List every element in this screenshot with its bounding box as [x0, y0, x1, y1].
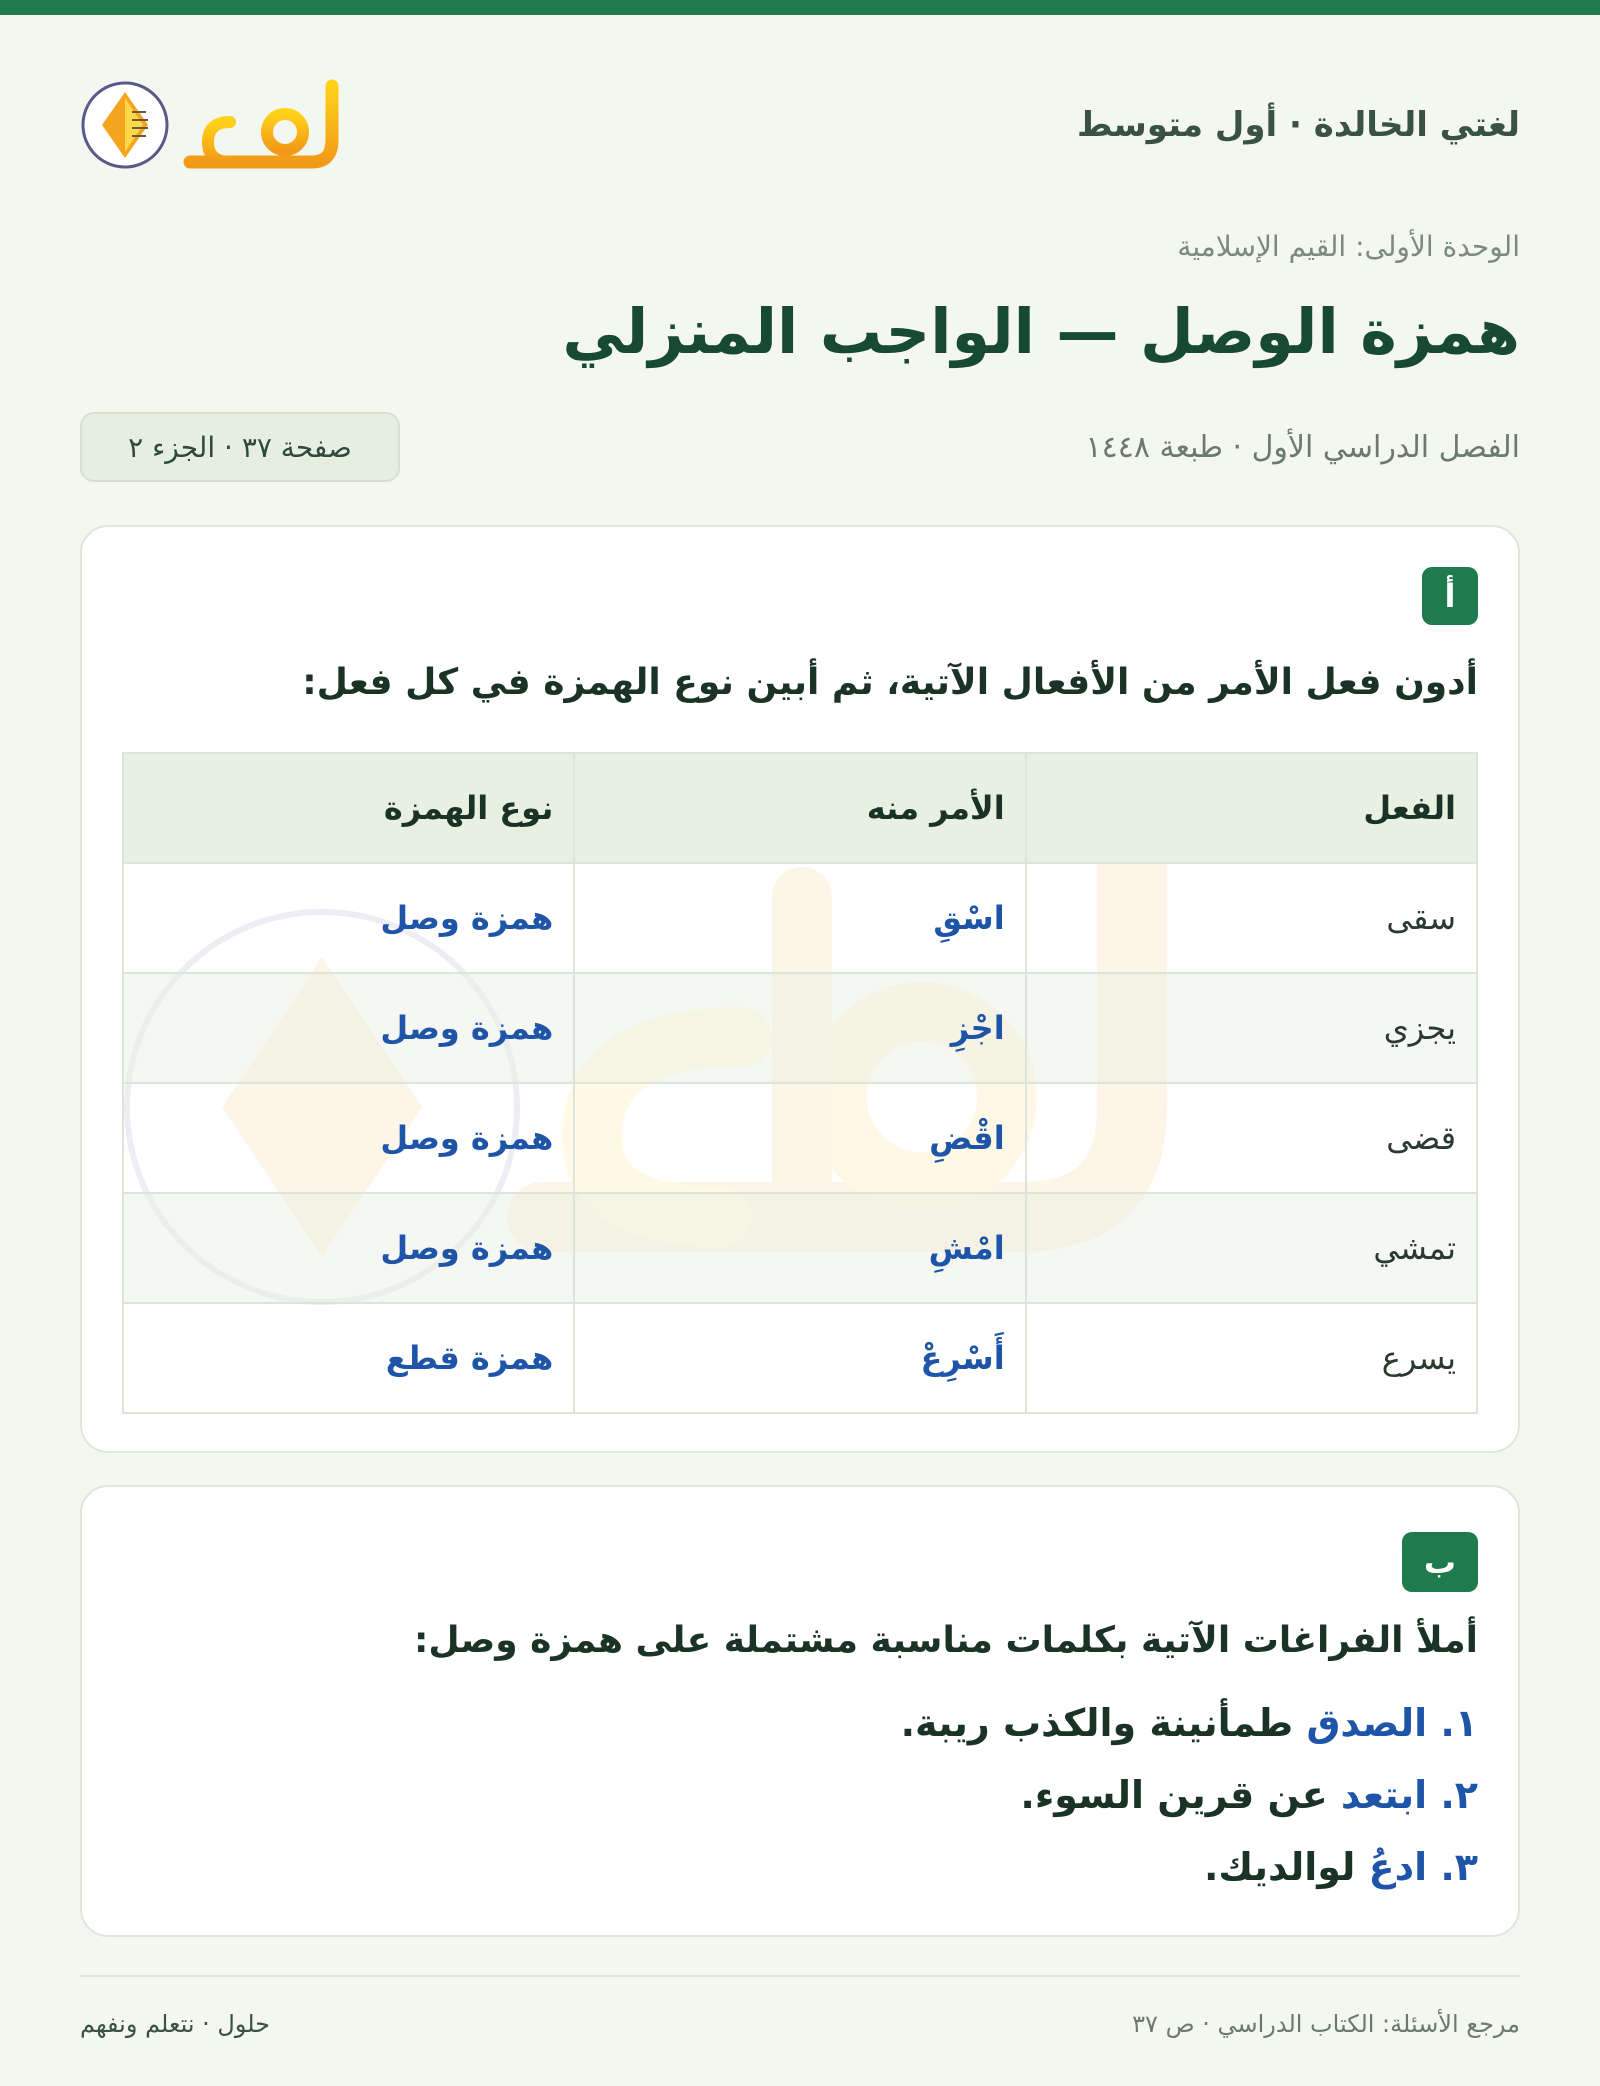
item-text: لوالديك.: [1203, 1845, 1356, 1889]
page-title: همزة الوصل — الواجب المنزلي: [562, 295, 1520, 368]
item-text: عن قرين السوء.: [1020, 1773, 1328, 1817]
verb-cell: تمشي: [1026, 1193, 1477, 1303]
section-b-badge: ب: [1402, 1532, 1478, 1592]
list-item: [901, 1687, 1478, 1759]
item-number: ٢.: [1440, 1773, 1478, 1817]
footer-divider: [80, 1975, 1520, 1977]
fill-blanks-list: [901, 1687, 1478, 1903]
section-b-question: أملأ الفراغات الآتية بكلمات مناسبة مشتملة على همزة وصل:: [413, 1620, 1478, 1661]
footer-brand[interactable]: حلول · نتعلم ونفهم: [80, 2010, 270, 2038]
item-number: ٣.: [1440, 1845, 1478, 1889]
section-b-card: [80, 1485, 1520, 1937]
filled-answer: ابتعد: [1340, 1773, 1428, 1817]
column-header-verb: الفعل: [1026, 753, 1477, 863]
subject-title: لغتي الخالدة · أول متوسط: [1076, 105, 1520, 145]
table-header-row: [123, 753, 1477, 863]
table-row: [123, 1083, 1477, 1193]
hamza-type-cell: همزة وصل: [123, 1193, 574, 1303]
column-header-hamza-type: نوع الهمزة: [123, 753, 574, 863]
unit-label: الوحدة الأولى: القيم الإسلامية: [1177, 230, 1520, 263]
section-a-question: أدون فعل الأمر من الأفعال الآتية، ثم أبين نوع الهمزة في كل فعل:: [302, 662, 1478, 703]
site-header: [80, 60, 1520, 190]
column-header-imperative: الأمر منه: [574, 753, 1025, 863]
imperative-cell: أَسْرِعْ: [574, 1303, 1025, 1413]
top-accent-bar: [0, 0, 1600, 15]
logo-icon: [80, 70, 355, 180]
page-reference-pill: صفحة ٣٧ · الجزء ٢: [80, 412, 400, 482]
imperative-cell: امْشِ: [574, 1193, 1025, 1303]
verb-cell: سقى: [1026, 863, 1477, 973]
item-number: ١.: [1440, 1701, 1478, 1745]
brand-logo[interactable]: [80, 60, 355, 190]
table-row: [123, 973, 1477, 1083]
verb-cell: يجزي: [1026, 973, 1477, 1083]
table-row: [123, 863, 1477, 973]
section-a-badge: أ: [1422, 567, 1478, 625]
imperative-cell: اجْزِ: [574, 973, 1025, 1083]
table-row: [123, 1193, 1477, 1303]
footer-reference: مرجع الأسئلة: الكتاب الدراسي · ص ٣٧: [1132, 2010, 1520, 2038]
filled-answer: ادعُ: [1368, 1845, 1428, 1889]
table-row: [123, 1303, 1477, 1413]
imperative-cell: اقْضِ: [574, 1083, 1025, 1193]
verb-cell: يسرع: [1026, 1303, 1477, 1413]
hamza-type-cell: همزة وصل: [123, 863, 574, 973]
filled-answer: الصدق: [1306, 1701, 1428, 1745]
verbs-table: [122, 752, 1478, 1414]
hamza-type-cell: همزة قطع: [123, 1303, 574, 1413]
list-item: [901, 1831, 1478, 1903]
semester-meta: الفصل الدراسي الأول · طبعة ١٤٤٨: [1085, 430, 1520, 465]
verb-cell: قضى: [1026, 1083, 1477, 1193]
hamza-type-cell: همزة وصل: [123, 973, 574, 1083]
imperative-cell: اسْقِ: [574, 863, 1025, 973]
hamza-type-cell: همزة وصل: [123, 1083, 574, 1193]
list-item: [901, 1759, 1478, 1831]
section-a-card: [80, 525, 1520, 1453]
item-text: طمأنينة والكذب ريبة.: [900, 1701, 1294, 1745]
